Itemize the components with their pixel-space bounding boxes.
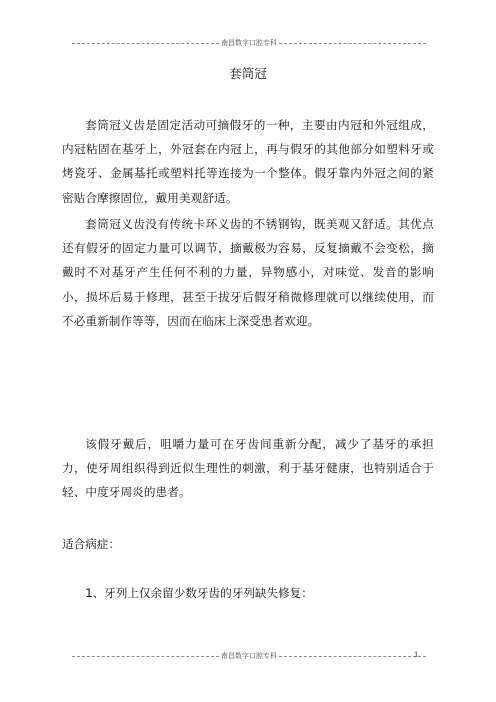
footer-dashed-rule-right [279,656,426,657]
document-title: 套筒冠 [229,66,267,81]
header-dashed-rule-left [72,43,219,44]
indication-item-1: 1、牙列上仅余留少数牙齿的牙列缺失修复： [85,586,313,600]
footer-dashed-rule-left [72,656,219,657]
paragraph-3: 该假牙戴后，咀嚼力量可在牙齿间重新分配，减少了基牙的承担力，使牙周组织得到近似生理性的刺激，利于基牙健康，也特别适合于轻、中度牙周炎的患者。 [62,437,434,500]
page-number: 1 [414,651,419,659]
paragraph-2: 套筒冠义齿没有传统卡环义齿的不锈钢钩，既美观又舒适。其优点还有假牙的固定力量可以调节，摘戴极为容易，反复摘戴不会变松，摘戴时不对基牙产生任何不利的力量，异物感小，对味觉、发音的影响小，损坏后易于修理，甚至于拔牙后假牙稍微修理就可以继续使用，而不必重新制作等等，因而在临床上深受患者欢迎。 [62,217,434,328]
indications-label: 适合病症： [62,537,120,551]
paragraph-1: 套筒冠义齿是固定活动可摘假牙的一种，主要由内冠和外冠组成，内冠粘固在基牙上，外冠套在内冠上，再与假牙的其他部分如塑料牙或烤瓷牙、金属基托或塑料托等连接为一个整体。假牙靠内外冠之间的紧密贴合摩擦固位，戴用美观舒适。 [62,118,434,205]
header-dashed-rule-right [279,43,426,44]
page-header [72,38,426,48]
page-footer [72,651,426,661]
footer-text: 南昌数字口腔专科 [221,652,277,660]
header-text: 南昌数字口腔专科 [221,39,277,47]
